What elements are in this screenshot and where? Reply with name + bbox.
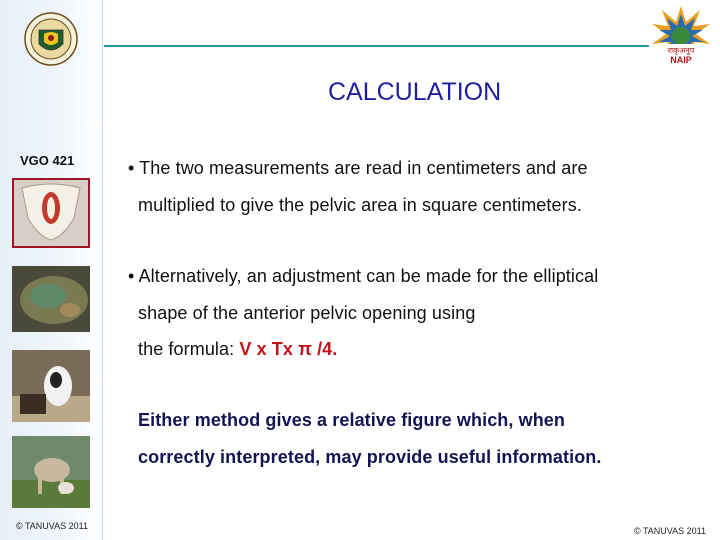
bullet-2-line-3 <box>138 339 337 360</box>
rectal-examination-image <box>12 266 90 332</box>
formula: V x Tx π /4. <box>239 339 338 359</box>
formula-prefix: the formula: <box>138 339 240 359</box>
footer-copyright: © TANUVAS 2011 <box>634 526 706 536</box>
conclusion-line-2: correctly interpreted, may provide useful information. <box>138 447 602 467</box>
cow-and-calf-image <box>12 436 90 508</box>
sidebar <box>0 0 103 540</box>
calf-delivery-image <box>12 350 90 422</box>
university-emblem-icon <box>24 12 78 66</box>
naip-logo-icon <box>648 4 714 68</box>
course-code: VGO 421 <box>20 153 75 168</box>
slide-title: CALCULATION <box>328 78 502 106</box>
bullet-1-line-2: multiplied to give the pelvic area in square centimeters. <box>138 195 582 215</box>
conclusion-line-1: Either method gives a relative figure which, when <box>138 410 566 430</box>
naip-label: NAIP <box>670 55 692 65</box>
naip-hindi-label: राकृअनुप <box>667 46 695 55</box>
bullet-1-line-1: • The two measurements are read in centimeters and are <box>128 158 588 178</box>
bullet-2-line-2: shape of the anterior pelvic opening using <box>138 303 476 323</box>
sidebar-copyright: © TANUVAS 2011 <box>16 521 88 531</box>
bullet-2-line-1: • Alternatively, an adjustment can be made for the elliptical <box>128 266 599 286</box>
header-divider <box>104 45 649 47</box>
pelvis-specimen-image <box>12 178 90 248</box>
